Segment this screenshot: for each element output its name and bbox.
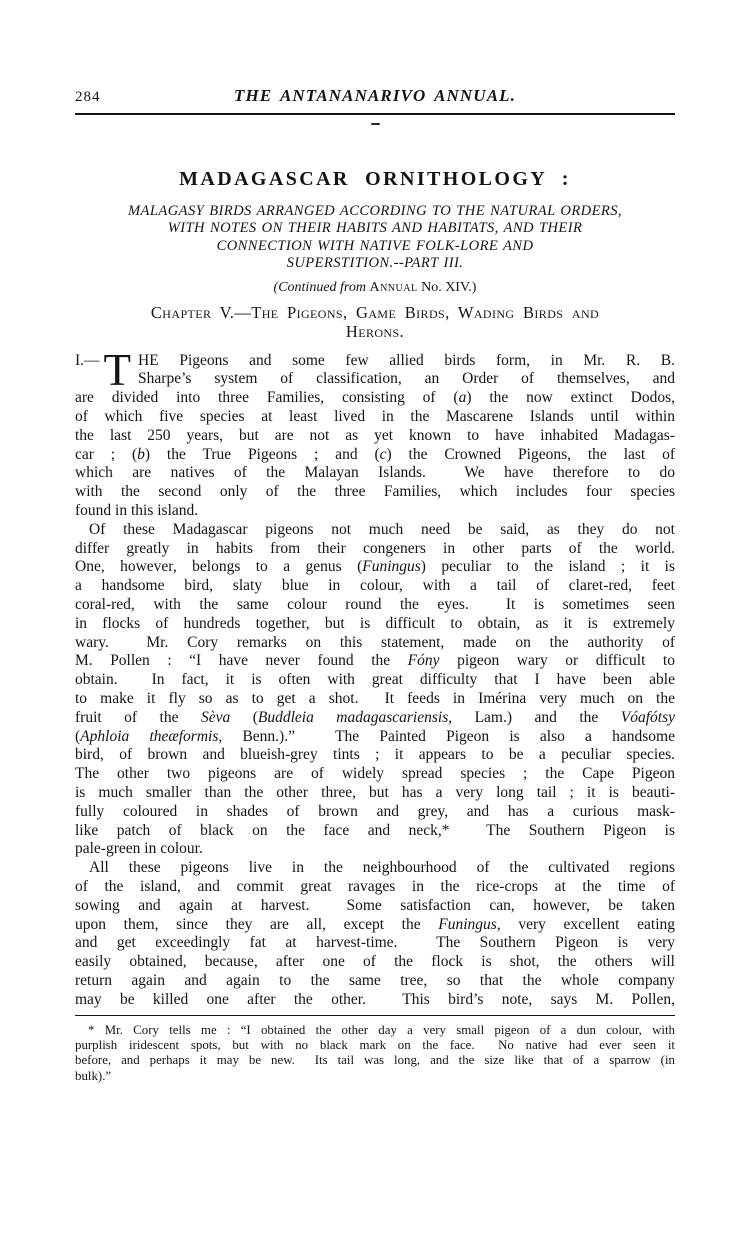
text-line: with the second only of the three Families, which includes four species: [75, 483, 675, 501]
running-head: THE ANTANANARIVO ANNUAL.: [234, 86, 516, 105]
ink-mark: [371, 123, 380, 125]
text-line: which are natives of the Malayan Islands. We have therefore to do: [75, 464, 675, 482]
text-line: pale-green in colour.: [75, 840, 203, 858]
text-line: WITH NOTES ON THEIR HABITS AND HABITATS, AND THEIR: [167, 220, 583, 237]
journal-page: [0, 86, 747, 1084]
footnote: [75, 1023, 675, 1085]
text-line: found in this island.: [75, 502, 199, 519]
text-line: like patch of black on the face and neck,* The Southern Pigeon is: [75, 821, 675, 839]
text-line: of which five species at least lived in the Mascarene Islands until within: [75, 408, 675, 426]
text-line: of the island, and commit great ravages in the rice-crops at the time of: [75, 877, 675, 895]
text-line: and get exceedingly fat at harvest-time. The Southern Pigeon is very: [75, 934, 675, 952]
text-line: sowing and again at harvest. Some satisfaction can, however, be taken: [75, 896, 675, 914]
chapter-heading: [75, 303, 675, 341]
text-line: MALAGASY BIRDS ARRANGED ACCORDING TO THE NATURAL ORDERS,: [128, 203, 622, 219]
text-line: All these pigeons live in the neighbourhood of the cultivated regions: [89, 859, 675, 877]
text-line: HE Pigeons and some few allied birds form, in Mr. R. B.: [138, 351, 675, 369]
continued-note: [75, 280, 675, 296]
text-line: purplish iridescent spots, but with no black mark on the face. No native had ever seen it: [75, 1037, 675, 1052]
text-line: M. Pollen : “I have never found the Fóny pigeon wary or difficult to: [75, 652, 675, 670]
text-line: Herons.: [345, 321, 405, 341]
text-line: One, however, belongs to a genus (Funingus) peculiar to the island ; it is: [75, 558, 675, 576]
text-line: * Mr. Cory tells me : “I obtained the other day a very small pigeon of a dun colour, with: [88, 1022, 675, 1037]
article-subtitle: [75, 203, 675, 273]
page-number: 284: [75, 89, 101, 105]
paragraph-one: [75, 344, 676, 521]
text-line: return again and again to the same tree, so that the whole company: [75, 971, 675, 989]
text-line: car ; (b) the True Pigeons ; and (c) the Crowned Pigeons, the last of: [75, 445, 675, 463]
drop-cap-letter: T: [103, 344, 132, 395]
text-line: SUPERSTITION.--PART III.: [286, 255, 464, 272]
text-line: Chapter V.—The Pigeons, Game Birds, Wading Birds and: [150, 302, 600, 322]
paragraph-two: [75, 521, 675, 859]
text-line: coral-red, with the same colour round the eyes. It is sometimes seen: [75, 595, 675, 613]
text-line: fruit of the Sèva (Buddleia madagascariensis, Lam.) and the Vóafótsy: [75, 708, 675, 726]
text-line: wary. Mr. Cory remarks on this statement, made on the authority of: [75, 633, 675, 651]
text-line: in flocks of hundreds together, but is difficult to obtain, as it is extremely: [75, 614, 675, 632]
text-line: obtain. In fact, it is often with great difficulty that I have been able: [75, 671, 675, 689]
text-line: easily obtained, because, after one of the flock is shot, the others will: [75, 953, 675, 971]
text-line: are divided into three Families, consisting of (a) the now extinct Dodos,: [75, 389, 676, 407]
text-line: upon them, since they are all, except the Funingus, very excellent eating: [75, 915, 675, 933]
text-line: to make it fly so as to get a shot. It feeds in Imérina very much on the: [75, 689, 675, 707]
text-line: before, and perhaps it may be new. Its tail was long, and the size like that of a sparrow (in: [75, 1053, 675, 1068]
text-line: differ greatly in habits from their congeners in other parts of the world.: [75, 539, 675, 557]
text-line: may be killed one after the other. This bird’s note, says M. Pollen,: [75, 990, 675, 1008]
text-line: the last 250 years, but are not as yet known to have inhabited Madagas-: [75, 426, 675, 444]
text-line: CONNECTION WITH NATIVE FOLK-LORE AND: [216, 237, 534, 254]
text-line: The other two pigeons are of widely spread species ; the Cape Pigeon: [75, 765, 675, 783]
article-title: MADAGASCAR ORNITHOLOGY :: [179, 168, 571, 190]
header-rule: [75, 113, 675, 115]
text-line: Sharpe’s system of classification, an Order of themselves, and: [138, 370, 675, 388]
text-line: bulk).”: [75, 1068, 112, 1083]
footnote-rule: [75, 1015, 675, 1016]
section-numeral: I.—: [75, 351, 100, 369]
text-line: fully coloured in shades of brown and grey, and has a curious mask-: [75, 802, 675, 820]
text-line: Of these Madagascar pigeons not much need be said, as they do not: [89, 520, 675, 538]
body-text: [75, 344, 676, 1010]
paragraph-three: [75, 859, 675, 1009]
text-line: is much smaller than the other three, but has a very long tail ; it is beauti-: [75, 783, 675, 801]
text-line: (Continued from Annual No. XIV.): [273, 279, 477, 295]
drop-cap-lead: [75, 344, 132, 395]
text-line: (Aphloia theæformis, Benn.).” The Painted Pigeon is also a handsome: [75, 727, 675, 745]
page-header: [75, 86, 675, 108]
text-line: bird, of brown and blueish-grey tints ; it appears to be a peculiar species.: [75, 746, 675, 764]
text-line: a handsome bird, slaty blue in colour, with a tail of claret-red, feet: [75, 577, 675, 595]
